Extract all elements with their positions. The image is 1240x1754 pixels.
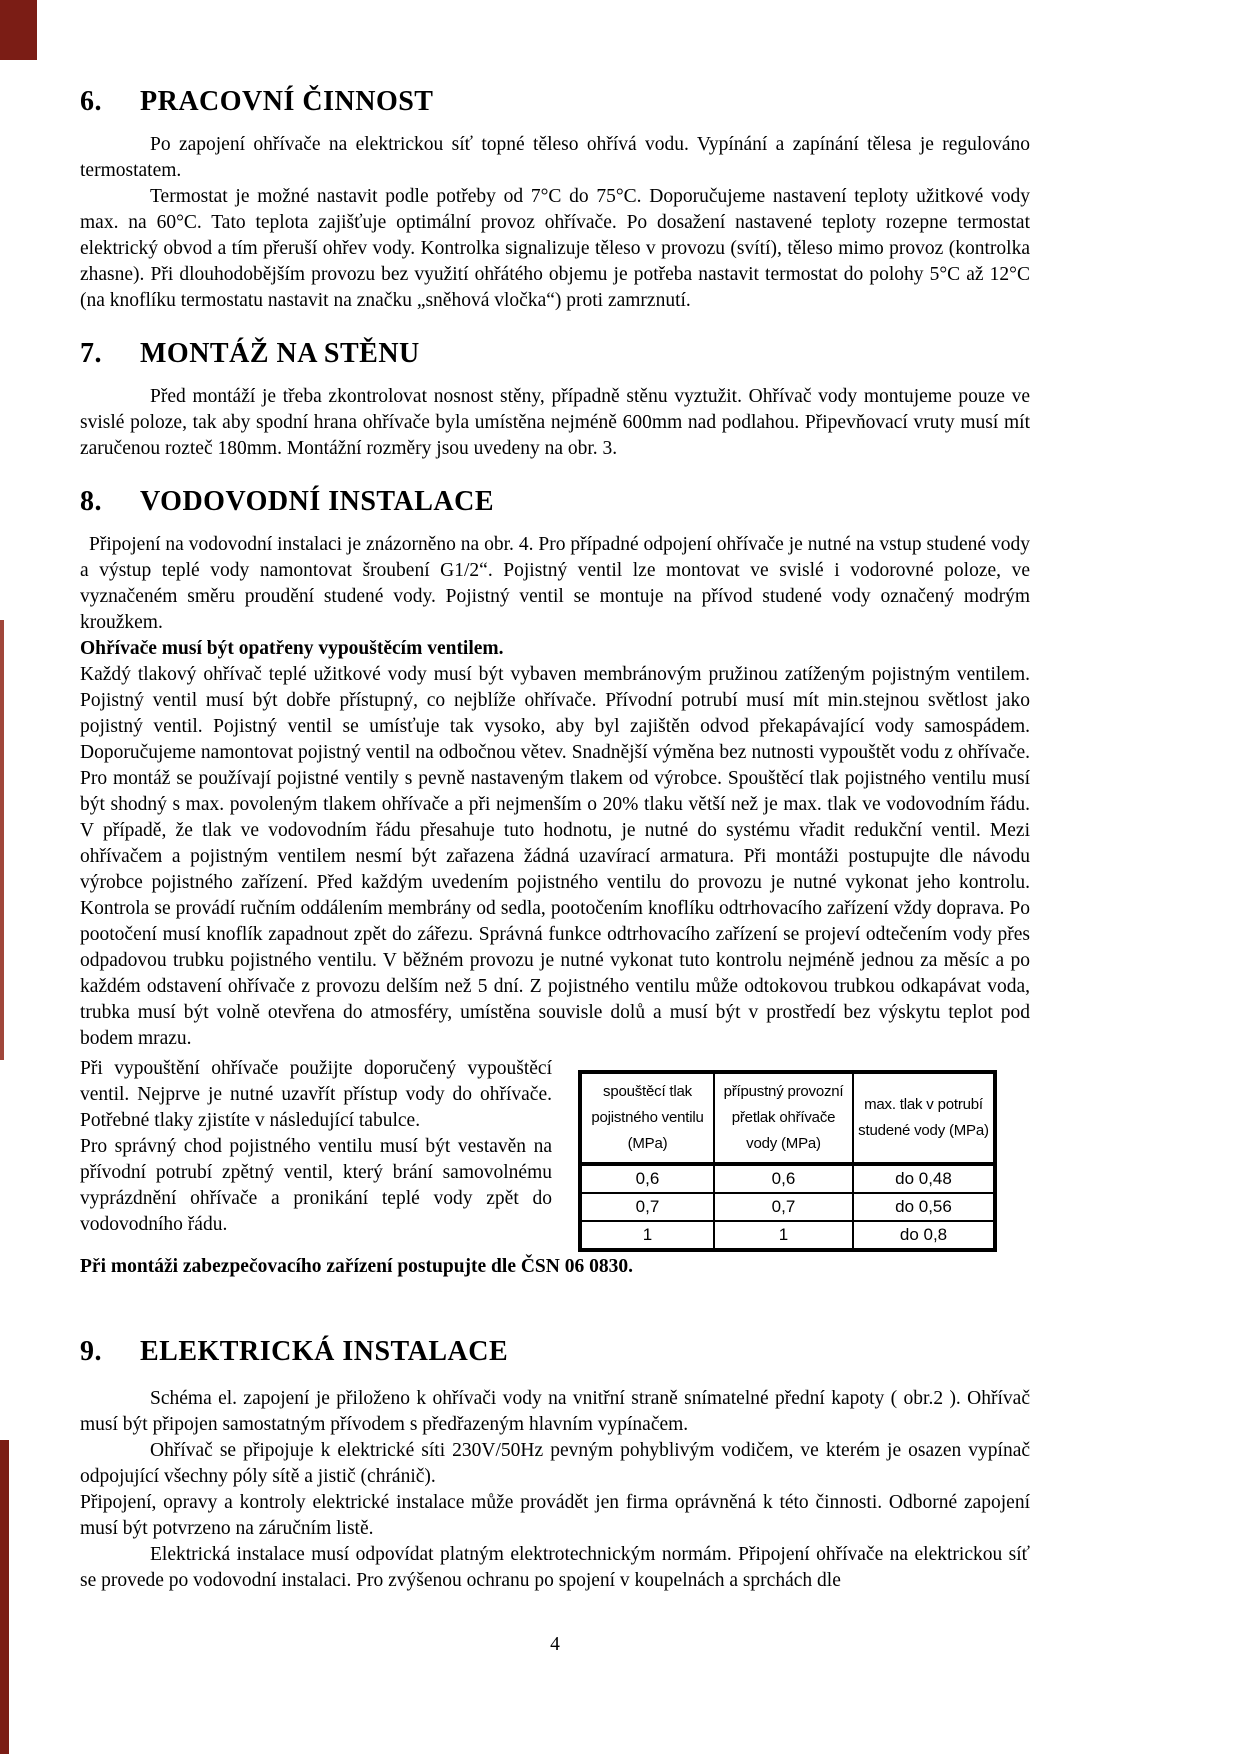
scan-artifact-left-edge <box>0 620 4 1060</box>
page-number: 4 <box>550 1634 560 1655</box>
pressure-table-cell: do 0,56 <box>853 1193 995 1221</box>
section-8-heading <box>80 486 1030 518</box>
pressure-table-wrapper <box>578 1056 997 1252</box>
pressure-table-row <box>580 1193 995 1221</box>
scan-artifact-left-edge-bottom <box>0 1440 9 1754</box>
section-9-heading <box>80 1336 1030 1368</box>
section-8-number: 8. <box>80 486 102 517</box>
section-8-table-region <box>80 1056 1030 1252</box>
section-9-paragraph-4: Elektrická instalace musí odpovídat platným elektrotechnickým normám. Připojení ohřívače na elektrickou síť se provede po vodovodní instalaci. Pro zvýšenou ochranu po spojení v koupelnách a sprchách dle <box>80 1544 1030 1591</box>
section-7-title: MONTÁŽ NA STĚNU <box>140 338 420 369</box>
section-9-paragraph-2: Ohřívač se připojuje k elektrické síti 230V/50Hz pevným pohyblivým vodičem, ve kterém je osazen vypínač odpojující všechny póly sítě a jistič (chránič). <box>80 1440 1030 1487</box>
section-6-heading <box>80 86 1030 118</box>
pressure-table-header-cell: spouštěcí tlak pojistného ventilu (MPa) <box>580 1072 714 1164</box>
section-8-side-column <box>80 1056 552 1238</box>
section-6-number: 6. <box>80 86 102 117</box>
pressure-table-cell: 0,7 <box>714 1193 853 1221</box>
section-7-heading <box>80 338 1030 370</box>
section-8-csn-note: Při montáži zabezpečovacího zařízení postupujte dle ČSN 06 0830. <box>80 1256 633 1277</box>
pressure-table-cell: 0,7 <box>580 1193 714 1221</box>
pressure-table-header-cell: přípustný provozní přetlak ohřívače vody (MPa) <box>714 1072 853 1164</box>
section-9-paragraph-3: Připojení, opravy a kontroly elektrické instalace může provádět jen firma oprávněná k této činnosti. Odborné zapojení musí být potvrzeno na záručním listě. <box>80 1492 1030 1539</box>
pressure-table-header-cell: max. tlak v potrubí studené vody (MPa) <box>853 1072 995 1164</box>
section-8-side-paragraph-2: Pro správný chod pojistného ventilu musí být vestavěn na přívodní potrubí zpětný ventil, který brání samovolnému vyprázdnění ohřívače a pronikání teplé vody zpět do vodovodního řádu. <box>80 1136 552 1235</box>
section-9-title: ELEKTRICKÁ INSTALACE <box>140 1336 509 1367</box>
section-8-bold-note: Ohřívače musí být opatřeny vypouštěcím ventilem. <box>80 638 504 659</box>
section-6-paragraph-2: Termostat je možné nastavit podle potřeby od 7°C do 75°C. Doporučujeme nastavení teploty užitkové vody max. na 60°C. Tato teplota zajišťuje optimální provoz ohřívače. Po dosažení nastavené teploty rozepne termostat elektrický obvod a tím přeruší ohřev vody. Kontrolka signalizuje těleso v provozu (svítí), těleso mimo provoz (kontrolka zhasne). Při dlouhodobějším provozu bez využití ohřátého objemu je potřeba nastavit termostat do polohy 5°C až 12°C (na knoflíku termostatu nastavit na značku „sněhová vločka“) proti zamrznutí. <box>80 186 1030 311</box>
pressure-table-cell: 0,6 <box>714 1164 853 1193</box>
pressure-table-row <box>580 1221 995 1250</box>
pressure-table-cell: do 0,8 <box>853 1221 995 1250</box>
scan-artifact-top-left <box>0 0 37 60</box>
section-8-title: VODOVODNÍ INSTALACE <box>140 486 495 517</box>
section-8-side-paragraph-1: Při vypouštění ohřívače použijte doporučený vypouštěcí ventil. Nejprve je nutné uzavřít přístup vody do ohřívače. Potřebné tlaky zjistíte v následující tabulce. <box>80 1058 552 1131</box>
pressure-table-cell: 1 <box>714 1221 853 1250</box>
section-9-number: 9. <box>80 1336 102 1367</box>
pressure-table-cell: do 0,48 <box>853 1164 995 1193</box>
section-7-paragraph-1: Před montáží je třeba zkontrolovat nosnost stěny, případně stěnu vyztužit. Ohřívač vody montujeme pouze ve svislé poloze, tak aby spodní hrana ohřívače byla umístěna nejméně 600mm nad podlahou. Připevňovací vruty musí mít zaručenou rozteč 180mm. Montážní rozměry jsou uvedeny na obr. 3. <box>80 386 1030 459</box>
section-6-paragraph-1: Po zapojení ohřívače na elektrickou síť topné těleso ohřívá vodu. Vypínání a zapínání tělesa je regulováno termostatem. <box>80 134 1030 181</box>
pressure-table-cell: 1 <box>580 1221 714 1250</box>
section-6-title: PRACOVNÍ ČINNOST <box>140 86 434 117</box>
document-page <box>80 0 1030 1656</box>
section-7-number: 7. <box>80 338 102 369</box>
pressure-table <box>578 1070 997 1252</box>
section-8-paragraph-2: Každý tlakový ohřívač teplé užitkové vody musí být vybaven membránovým pružinou zatíženým pojistným ventilem. Pojistný ventil musí být dobře přístupný, co nejblíže ohřívače. Přívodní potrubí musí mít min.stejnou světlost jako pojistný ventil. Pojistný ventil se umísťuje tak vysoko, aby byl zajištěn odvod překapávající vody samospádem. Doporučujeme namontovat pojistný ventil na odbočnou větev. Snadnější výměna bez nutnosti vypouštět vodu z ohřívače. Pro montáž se používají pojistné ventily s pevně nastaveným tlakem od výrobce. Spouštěcí tlak pojistného ventilu musí být shodný s max. povoleným tlakem ohřívače a při nejmenším o 20% tlaku větší než je max. tlak ve vodovodním řádu. V případě, že tlak ve vodovodním řádu přesahuje tuto hodnotu, je nutné do systému vřadit redukční ventil. Mezi ohřívačem a pojistným ventilem nesmí být zařazena žádná uzavírací armatura. Při montáži postupujte dle návodu výrobce pojistného zařízení. Před každým uvedením pojistného ventilu do provozu je nutné vykonat jeho kontrolu. Kontrola se provádí ručním oddálením membrány od sedla, pootočením knoflíku odtrhovacího zařízení vždy doprava. Po pootočení musí knoflík zapadnout zpět do zářezu. Správná funkce odtrhovacího zařízení se projeví odtečením vody přes odpadovou trubku pojistného ventilu. V běžném provozu je nutné vykonat tuto kontrolu nejméně jednou za měsíc a po každém odstavení ohřívače z provozu delším než 5 dní. Z pojistného ventilu může odtokovou trubkou odkapávat voda, trubka musí být volně otevřena do atmosféry, umístěna souvisle dolů a musí být v prostředí bez výskytu teplot pod bodem mrazu. <box>80 664 1030 1049</box>
section-8-paragraph-1: Připojení na vodovodní instalaci je znázorněno na obr. 4. Pro případné odpojení ohřívače je nutné na vstup studené vody a výstup teplé vody namontovat šroubení G1/2“. Pojistný ventil lze montovat ve svislé i vodorovné poloze, ve vyznačeném směru proudění studené vody. Pojistný ventil se montuje na přívod studené vody označený modrým kroužkem. <box>80 534 1030 633</box>
pressure-table-cell: 0,6 <box>580 1164 714 1193</box>
pressure-table-row <box>580 1164 995 1193</box>
section-9-paragraph-1: Schéma el. zapojení je přiloženo k ohřívači vody na vnitřní straně snímatelné přední kapoty ( obr.2 ). Ohřívač musí být připojen samostatným přívodem s předřazeným hlavním vypínačem. <box>80 1388 1030 1435</box>
pressure-table-header-row <box>580 1072 995 1164</box>
